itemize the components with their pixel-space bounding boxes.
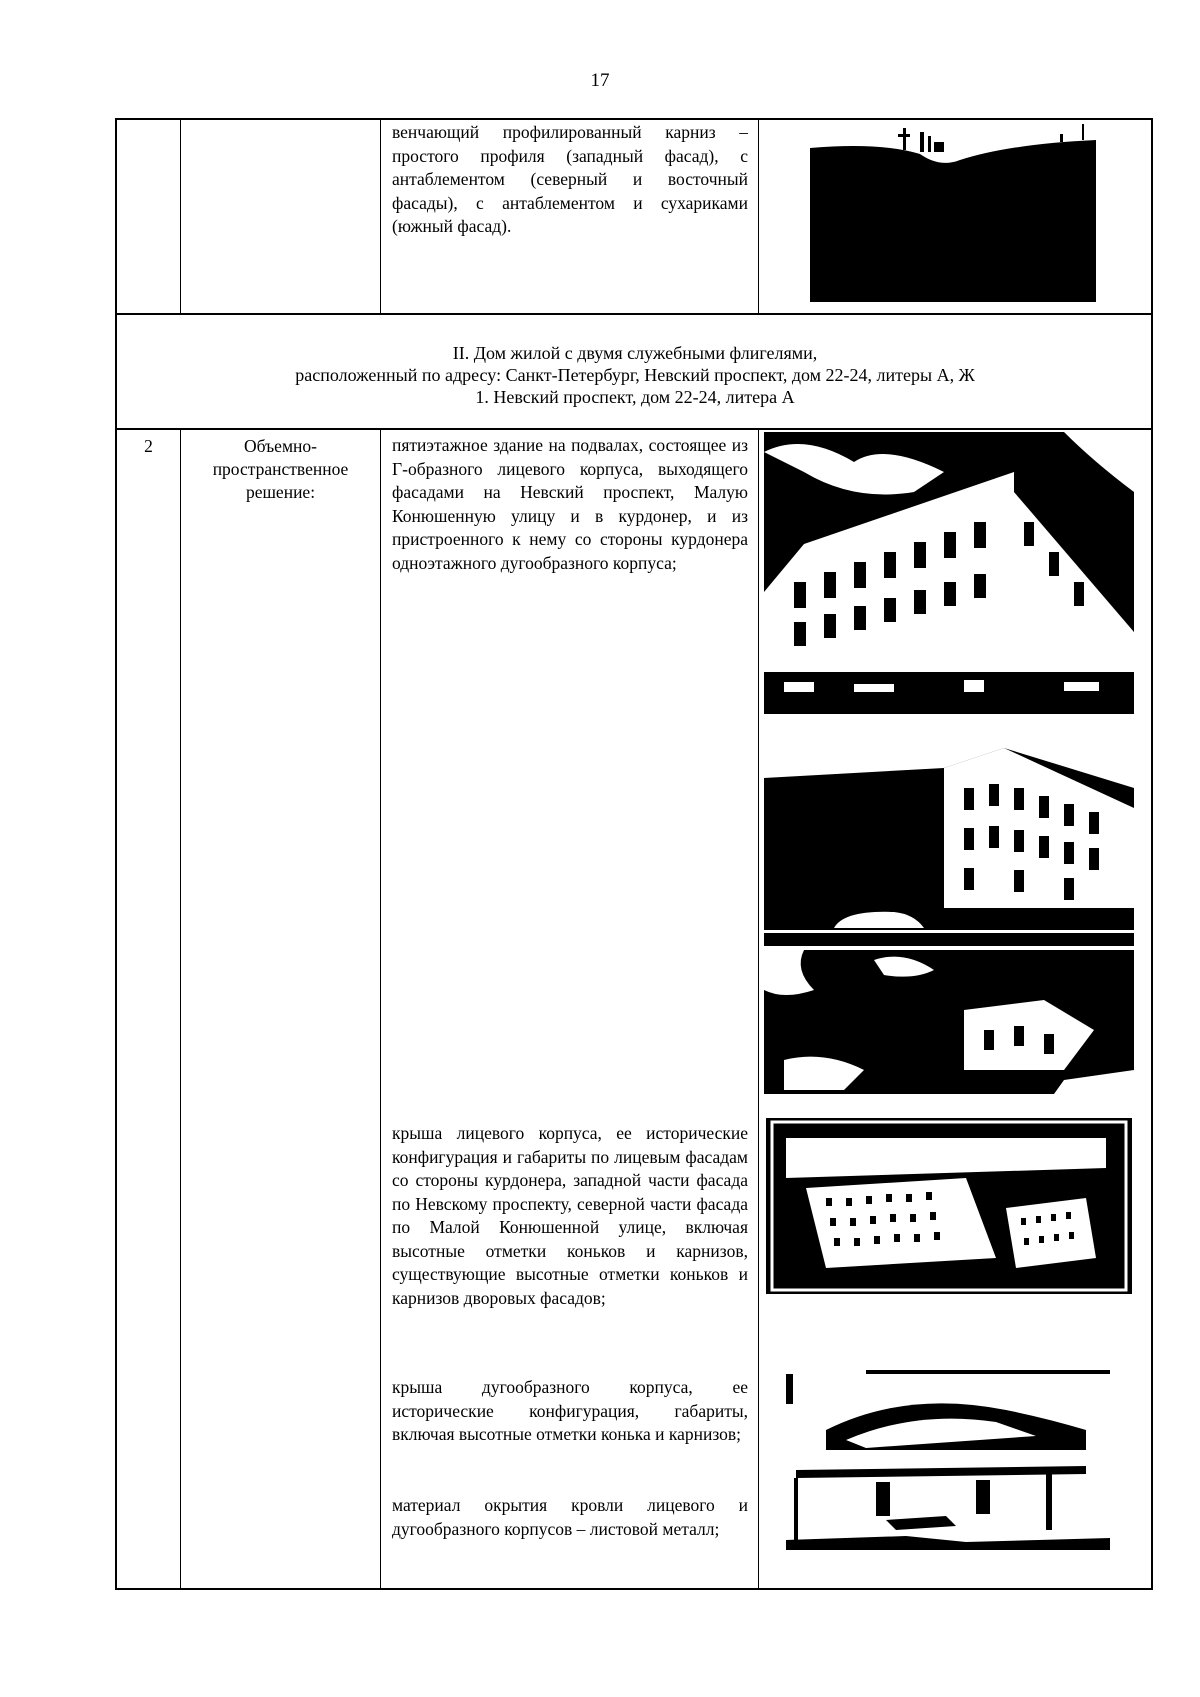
section-address: расположенный по адресу: Санкт-Петербург, Невский проспект, дом 22-24, литеры А, Ж xyxy=(295,365,975,385)
para-roof-main: крыша лицевого корпуса, ее исторические конфигурация и габариты по лицевым фасадам со стороны курдонера, западной части фасада по Невскому проспекту, северной части фасада по Малой Конюшенной улице, включая высотные отметки коньков и карнизов, существующие высотные отметки коньков и карнизов дворовых фасадов; xyxy=(392,1123,748,1308)
section-subtitle: 1. Невский проспект, дом 22-24, литера А xyxy=(475,387,795,407)
para-roof-arched: крыша дугообразного корпуса, ее исторические конфигурация, габариты, включая высотные отметки конька и карнизов; xyxy=(392,1377,748,1444)
cornice-photo xyxy=(810,120,1096,302)
cornice-description: венчающий профилированный карниз – простого профиля (западный фасад), с антаблементом (северный и восточный фасады), с антаблементом и сухариками (южный фасад). xyxy=(392,122,748,236)
photo-courtyard-trees xyxy=(764,950,1134,1094)
category-label: Объемно- пространственное решение: xyxy=(212,436,349,502)
photo-arched-roof xyxy=(786,1370,1110,1550)
section-title: II. Дом жилой с двумя служебными флигелями, xyxy=(452,343,818,363)
para-roof-material: материал окрытия кровли лицевого и дугообразного корпусов – листовой металл; xyxy=(392,1495,748,1539)
page-number: 17 xyxy=(590,70,610,91)
photo-building-side xyxy=(764,718,1134,946)
row-number: 2 xyxy=(144,436,153,456)
para-building: пятиэтажное здание на подвалах, состоящее из Г-образного лицевого корпуса, выходящего фасадами на Невский проспект, Малую Конюшенную улицу и в курдонер, и из пристроенного к нему со стороны курдонера одноэтажного дугообразного корпуса; xyxy=(392,435,748,573)
photo-building-corner xyxy=(764,432,1134,714)
photo-roof-aerial xyxy=(766,1118,1132,1294)
